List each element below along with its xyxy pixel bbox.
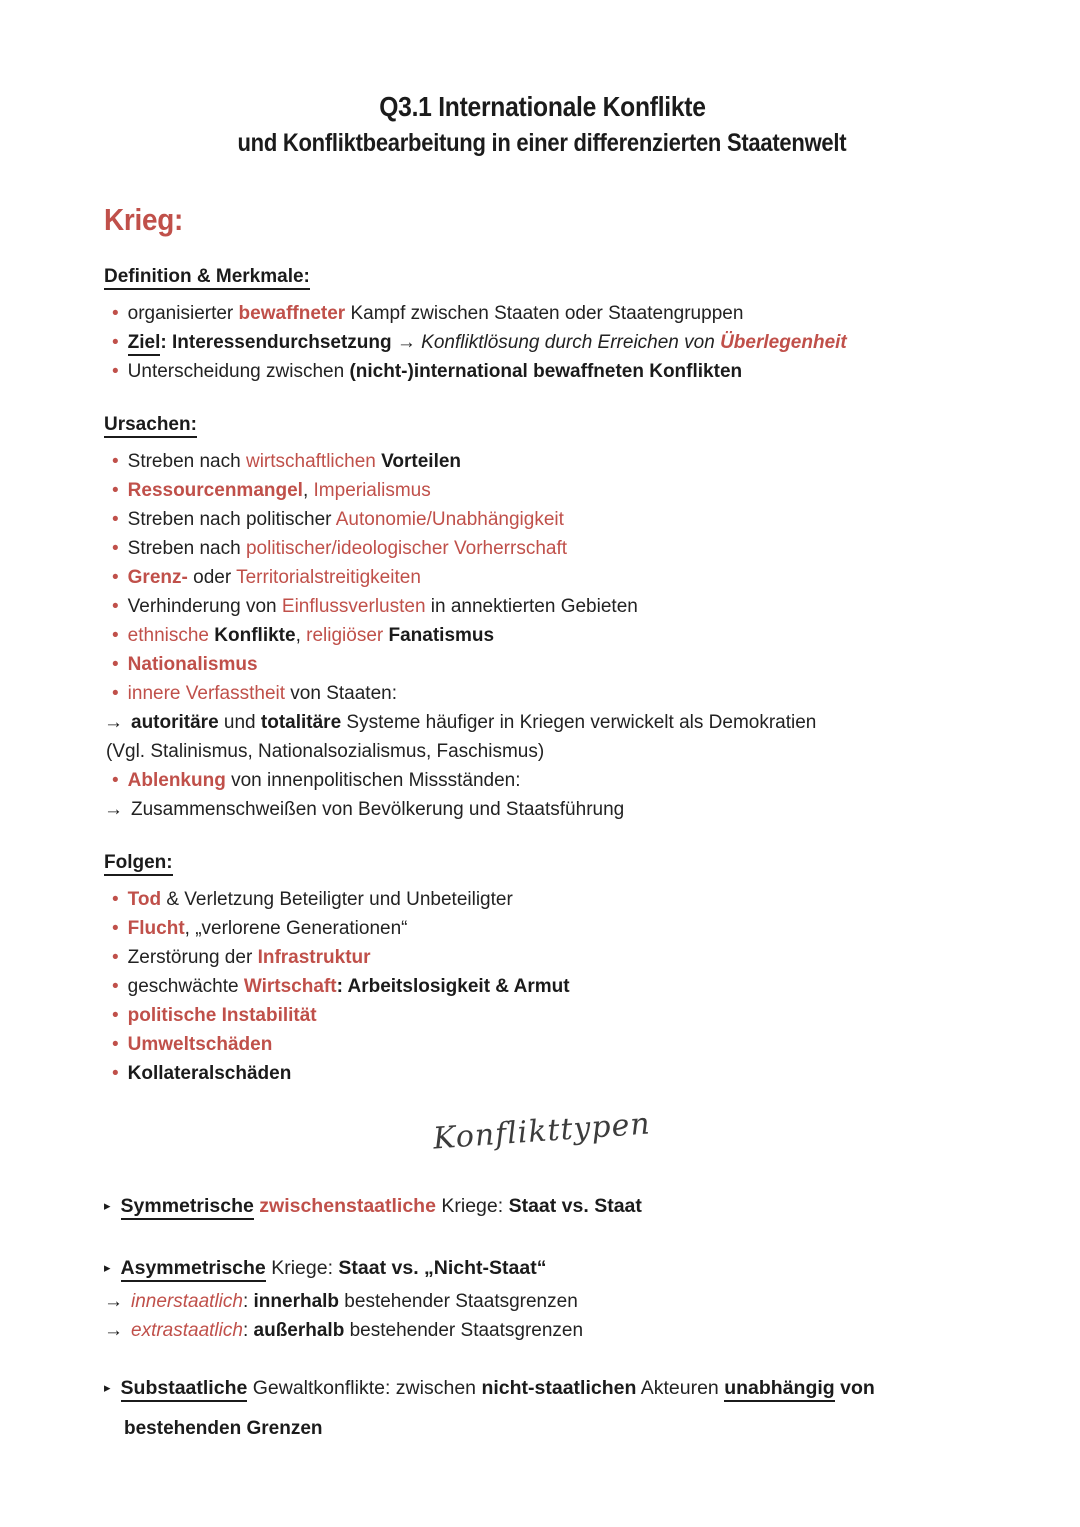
bullet-icon: • <box>112 889 119 910</box>
bullet-icon: • <box>112 625 119 646</box>
text-segment: Systeme häufiger in Kriegen verwickelt als Demokratien <box>341 712 817 733</box>
triangle-icon: ▸ <box>104 1260 111 1275</box>
document-title <box>104 88 980 160</box>
bullet-item <box>104 679 980 708</box>
document-body <box>104 202 980 1443</box>
bullet-item <box>104 972 980 1001</box>
text-segment: Streben nach <box>127 451 246 472</box>
text-segment: Asymmetrische <box>121 1257 266 1282</box>
continuation-line <box>104 1414 980 1443</box>
bullet-icon: • <box>112 1063 119 1084</box>
text-segment: Zerstörung der <box>127 947 258 968</box>
text-segment: wirtschaftlichen <box>245 451 382 472</box>
text-segment: Einflussverlusten <box>281 596 426 617</box>
arrow-icon: → <box>104 799 123 820</box>
text-segment: Staat vs. Staat <box>508 1195 642 1217</box>
bullet-item <box>104 592 980 621</box>
text-segment: Grenz- <box>127 567 188 588</box>
triangle-item <box>104 1191 980 1223</box>
text-segment: innerstaatlich <box>131 1291 243 1312</box>
bullet-icon: • <box>112 770 119 791</box>
subsection-heading <box>104 848 980 877</box>
handwritten-label <box>104 1106 980 1157</box>
arrow-line <box>104 795 980 824</box>
text-segment: Vorteilen <box>381 451 462 472</box>
text-segment: extrastaatlich <box>131 1320 243 1341</box>
bullet-item <box>104 299 980 328</box>
text-line <box>104 737 980 766</box>
bullet-item <box>104 476 980 505</box>
text-segment: Wirtschaft <box>243 976 337 997</box>
text-segment: Kampf zwischen Staaten oder Staatengruppen <box>345 303 744 324</box>
bullet-icon: • <box>112 567 119 588</box>
text-segment: Konflikte <box>214 625 296 646</box>
bullet-item <box>104 357 980 386</box>
arrow-icon: → <box>104 712 123 733</box>
arrow-icon: → <box>104 1320 123 1341</box>
bullet-item <box>104 885 980 914</box>
text-segment: Kriege: <box>265 1257 339 1279</box>
triangle-item <box>104 1373 980 1405</box>
subsection-heading <box>104 262 980 291</box>
spacer <box>104 1345 980 1373</box>
text-segment: nicht-staatlichen <box>481 1377 637 1399</box>
bullet-icon: • <box>112 654 119 675</box>
text-segment: Konfliktlösung durch Erreichen von <box>421 332 721 353</box>
text-segment: (nicht-)international bewaffneten Konflikten <box>349 361 743 382</box>
text-segment: : <box>242 1320 254 1341</box>
text-segment: Symmetrische <box>121 1195 254 1220</box>
text-segment: Streben nach politischer <box>127 509 336 530</box>
arrow-icon: → <box>104 1291 123 1312</box>
text-segment: geschwächte <box>127 976 244 997</box>
text-segment: von Staaten: <box>285 683 397 704</box>
bullet-item <box>104 563 980 592</box>
text-segment: bestehenden Grenzen <box>124 1418 323 1439</box>
text-segment: ethnische <box>127 625 215 646</box>
text-segment: Kriege: <box>435 1195 509 1217</box>
spacer <box>104 1225 980 1253</box>
text-segment: Streben nach <box>127 538 246 559</box>
text-segment: , „verlorene Generationen“ <box>184 918 408 939</box>
bullet-icon: • <box>112 538 119 559</box>
bullet-icon: • <box>112 683 119 704</box>
arrow-line <box>104 1287 980 1316</box>
text-segment: Territorialstreitigkeiten <box>236 567 421 588</box>
text-segment: Akteuren <box>636 1377 725 1399</box>
text-segment: totalitäre <box>260 712 342 733</box>
text-segment: Arbeitslosigkeit & Armut <box>347 976 570 997</box>
section-title <box>104 202 980 238</box>
text-segment: Ablenkung <box>127 770 226 791</box>
text-segment: von <box>834 1377 875 1399</box>
text-segment: politische Instabilität <box>127 1005 317 1026</box>
bullet-icon: • <box>112 509 119 530</box>
bullet-item <box>104 1001 980 1030</box>
bullet-icon: • <box>112 361 119 382</box>
text-segment: : <box>336 976 348 997</box>
text-segment: in annektierten Gebieten <box>425 596 638 617</box>
heading-text: Krieg: <box>104 202 183 237</box>
text-segment: autoritäre <box>131 712 219 733</box>
text-segment: Staat vs. „Nicht-Staat“ <box>338 1257 547 1279</box>
heading-text: Ursachen: <box>104 414 197 438</box>
text-segment: bewaffneter <box>238 303 346 324</box>
handwritten-text: Konflikttypen <box>432 1106 652 1157</box>
text-segment: Imperialismus <box>313 480 431 501</box>
bullet-icon: • <box>112 1005 119 1026</box>
text-segment: von innenpolitischen Missständen: <box>225 770 521 791</box>
bullet-item <box>104 1059 980 1088</box>
arrow-line <box>104 1316 980 1345</box>
bullet-icon: • <box>112 976 119 997</box>
text-segment: Nationalismus <box>127 654 258 675</box>
text-segment: Ziel <box>128 332 161 356</box>
bullet-icon: • <box>112 332 119 353</box>
text-segment: : <box>160 332 172 353</box>
bullet-icon: • <box>112 947 119 968</box>
text-segment: Autonomie/Unabhängigkeit <box>335 509 564 530</box>
bullet-item <box>104 328 980 357</box>
bullet-icon: • <box>112 918 119 939</box>
text-segment: bestehender Staatsgrenzen <box>344 1320 584 1341</box>
subsection-heading <box>104 410 980 439</box>
text-segment: , <box>302 480 314 501</box>
text-segment: Überlegenheit <box>720 332 847 353</box>
text-segment: oder <box>187 567 237 588</box>
text-segment: bestehender Staatsgrenzen <box>339 1291 578 1312</box>
heading-text: Folgen: <box>104 852 173 876</box>
text-segment: Flucht <box>127 918 185 939</box>
bullet-icon: • <box>112 451 119 472</box>
text-segment: außerhalb <box>253 1320 345 1341</box>
text-segment: religiöser <box>306 625 389 646</box>
text-segment: organisierter <box>127 303 239 324</box>
text-segment: und <box>218 712 261 733</box>
text-segment: Ressourcenmangel <box>127 480 303 501</box>
text-segment: politischer/ideologischer Vorherrschaft <box>245 538 568 559</box>
text-segment: innere Verfasstheit <box>127 683 286 704</box>
text-segment: zwischenstaatliche <box>259 1195 436 1217</box>
text-segment: : <box>242 1291 254 1312</box>
text-segment: (Vgl. Stalinismus, Nationalsozialismus, Faschismus) <box>106 741 545 762</box>
bullet-item <box>104 650 980 679</box>
bullet-icon: • <box>112 596 119 617</box>
heading-text: Definition & Merkmale: <box>104 266 310 290</box>
text-segment: Gewaltkonflikte: zwischen <box>247 1377 482 1399</box>
text-segment: Fanatismus <box>388 625 495 646</box>
text-segment: & Verletzung Beteiligter und Unbeteiligter <box>161 889 513 910</box>
text-segment: Interessendurchsetzung <box>172 332 392 353</box>
bullet-icon: • <box>112 1034 119 1055</box>
bullet-item <box>104 1030 980 1059</box>
bullet-item <box>104 505 980 534</box>
title-line-2: und Konfliktbearbeitung in einer differenzierten Staatenwelt <box>237 129 847 157</box>
text-segment: → <box>391 332 422 353</box>
text-segment: Zusammenschweißen von Bevölkerung und Staatsführung <box>131 799 625 820</box>
text-segment: unabhängig <box>724 1377 835 1402</box>
triangle-icon: ▸ <box>104 1198 111 1213</box>
text-segment: Unterscheidung zwischen <box>127 361 350 382</box>
text-segment: innerhalb <box>253 1291 340 1312</box>
triangle-item <box>104 1253 980 1285</box>
bullet-icon: • <box>112 303 119 324</box>
text-segment: Substaatliche <box>121 1377 248 1402</box>
bullet-item <box>104 914 980 943</box>
text-segment: , <box>295 625 307 646</box>
text-segment: Infrastruktur <box>257 947 371 968</box>
title-line-1: Q3.1 Internationale Konflikte <box>378 91 706 122</box>
arrow-line <box>104 708 980 737</box>
bullet-item <box>104 943 980 972</box>
bullet-item <box>104 621 980 650</box>
bullet-item <box>104 447 980 476</box>
text-segment: Umweltschäden <box>127 1034 273 1055</box>
bullet-item <box>104 534 980 563</box>
text-segment: Tod <box>127 889 162 910</box>
text-segment: Kollateralschäden <box>127 1063 292 1084</box>
bullet-icon: • <box>112 480 119 501</box>
text-segment: Verhinderung von <box>127 596 282 617</box>
triangle-icon: ▸ <box>104 1380 111 1395</box>
bullet-item <box>104 766 980 795</box>
